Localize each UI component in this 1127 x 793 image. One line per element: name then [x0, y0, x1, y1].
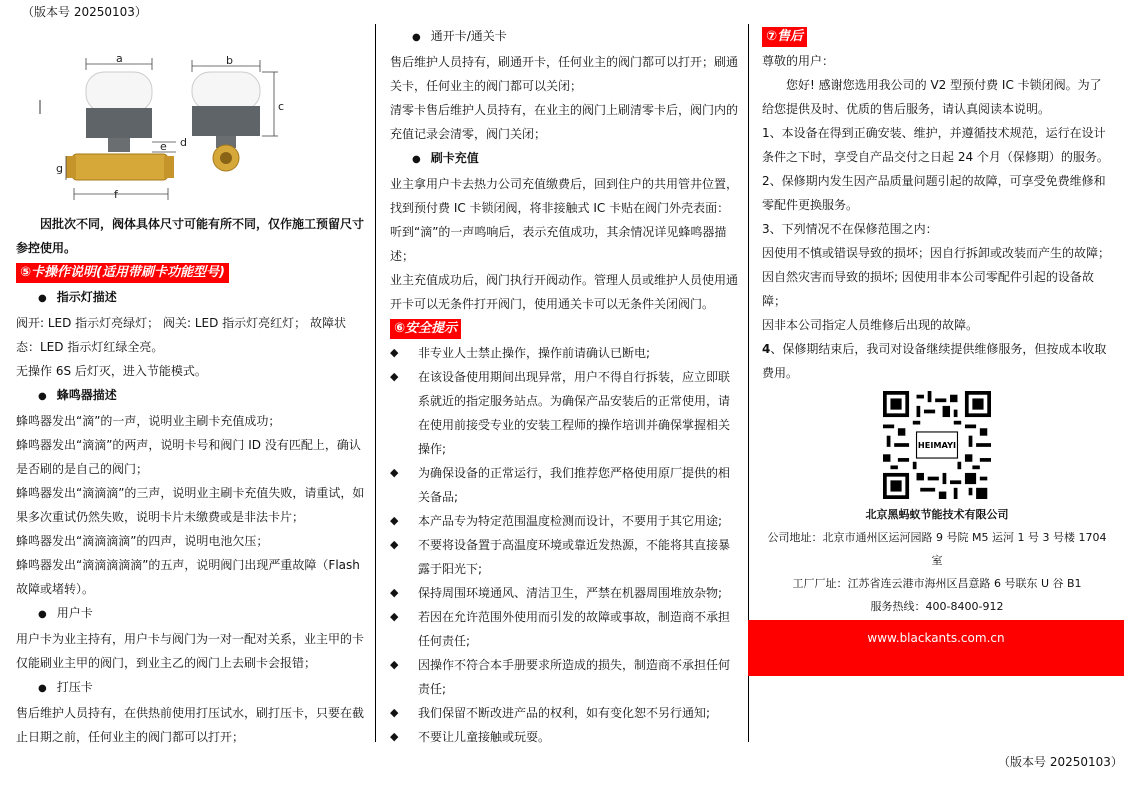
qr-code [883, 391, 991, 499]
recharge-text-1: 业主拿用户卡去热力公司充值缴费后，回到住户的共用管井位置，找到预付费 IC 卡锁闭阀，将非接触式 IC 卡贴在阀门外壳表面：听到“滴”的一声鸣响后，表示充值成功，其余情况详见蜂鸣器描述； [390, 177, 739, 263]
user-card-text: 用户卡为业主持有，用户卡与阀门为一对一配对关系，业主甲的卡仅能刷业主甲的阀门，到业主乙的阀门上去刷卡会报错； [16, 632, 365, 670]
warranty-item-4: 4、保修期结束后，我司对设备继续提供维修服务，但按成本收取费用。 [762, 342, 1107, 380]
safety-item: ◆ 若因在允许范围外使用而引发的故障或事故，制造商不承担任何责任; [390, 605, 738, 653]
greeting: 尊敬的用户： [762, 54, 835, 68]
service-hotline: 服务热线：400-8400-912 [870, 600, 1004, 613]
column-divider-left [375, 24, 376, 742]
buzzer-line: 蜂鸣器发出“滴滴滴滴”的四声，说明电池欠压； [16, 534, 269, 548]
valve-front-view [66, 58, 176, 200]
buzzer-line: 蜂鸣器发出“滴”的一声，说明业主刷卡充值成功； [16, 414, 281, 428]
pressure-card-text: 售后维护人员持有，在供热前使用打压试水，刷打压卡，只要在截止日期之前，任何业主的阀门都可以打开； [16, 706, 365, 744]
bullet-dot: ● [38, 609, 47, 620]
version-label-top: （版本号 20250103） [22, 5, 147, 19]
warranty-item-1: 1、本设备在得到正确安装、维护，并遵循技术规范，运行在设计条件之下时，享受自产品交付之日起 24 个月（保修期）的服务。 [762, 126, 1109, 164]
open-card-heading: ● 通开卡/通关卡 [390, 24, 738, 50]
bullet-dot: ● [38, 391, 47, 402]
diamond-bullet-icon: ◆ [390, 346, 399, 359]
column-2 [390, 24, 738, 749]
diamond-bullet-icon: ◆ [390, 730, 399, 743]
led-description: 阀开: LED 指示灯亮绿灯； 阀关: LED 指示灯亮红灯； 故障状态：LED 指示灯红绿全亮。 [16, 316, 346, 354]
dim-label-e: e [160, 140, 167, 153]
bullet-dot: ● [412, 154, 421, 165]
diamond-bullet-icon: ◆ [390, 586, 399, 599]
dim-label-g: g [56, 162, 63, 175]
company-address: 公司地址：北京市通州区运河园路 9 号院 M5 运河 1 号 3 号楼 1704 室 [767, 531, 1107, 567]
column-1 [16, 24, 365, 749]
safety-item: ◆ 非专业人士禁止操作，操作前请确认已断电; [390, 341, 738, 365]
bullet-dot: ● [38, 293, 47, 304]
safety-item: ◆ 不要将设备置于高温度环境或靠近发热源，不能将其直接暴露于阳光下; [390, 533, 738, 581]
safety-item: ◆ 本产品专为特定范围温度检测而设计，不要用于其它用途; [390, 509, 738, 533]
safety-item: ◆ 保持周围环境通风、清洁卫生，严禁在机器周围堆放杂物; [390, 581, 738, 605]
diamond-bullet-icon: ◆ [390, 466, 399, 479]
qr-center-logo-text: HEIMAYI [917, 439, 957, 450]
safety-item: ◆ 为确保设备的正常运行，我们推荐您严格使用原厂提供的相关备品; [390, 461, 738, 509]
diamond-bullet-icon: ◆ [390, 370, 399, 383]
safety-list [390, 341, 738, 749]
section-7-title: ⑦售后 [762, 27, 807, 47]
bullet-dot: ● [412, 32, 421, 43]
dim-label-b: b [226, 54, 233, 67]
buzzer-line: 蜂鸣器发出“滴滴滴”的三声，说明业主刷卡充值失败，请重试，如果多次重试仍然失败，说明卡片未缴费或是非法卡片； [16, 486, 365, 524]
dimension-note: 因批次不同，阀体具体尺寸可能有所不同，仅作施工预留尺寸参控使用。 [16, 217, 365, 255]
dim-label-f: f [114, 188, 118, 201]
buzzer-line: 蜂鸣器发出“滴滴滴滴滴”的五声，说明阀门出现严重故障（Flash 故障或堵转）。 [16, 558, 360, 596]
diamond-bullet-icon: ◆ [390, 538, 399, 551]
safety-item: ◆ 不要让儿童接触或玩耍。 [390, 725, 738, 749]
valve-side-view [192, 60, 278, 171]
exclusion-line: 因使用不慎或错误导致的损坏；因自行拆卸或改装而产生的故障； [762, 246, 1111, 260]
company-name: 北京黑蚂蚁节能技术有限公司 [865, 508, 1009, 521]
website-banner [748, 620, 1124, 676]
warranty-item-2: 2、保修期内发生因产品质量问题引起的故障，可享受免费维修和零配件更换服务。 [762, 174, 1106, 212]
safety-item: ◆ 在该设备使用期间出现异常，用户不得自行拆装，应立即联系就近的指定服务站点。为确保产品安装后的正常使用，请在使用前接受专业的安装工程师的操作培训并确保掌握相关操作; [390, 365, 738, 461]
led-heading: ● 指示灯描述 [16, 285, 365, 311]
exclusion-line: 因自然灾害而导致的损坏; 因使用非本公司零配件引起的设备故障； [762, 270, 1094, 308]
diamond-bullet-icon: ◆ [390, 706, 399, 719]
section-5-title: ⑤卡操作说明(适用带刷卡功能型号) [16, 263, 229, 283]
factory-address: 工厂厂址：江苏省连云港市海州区昌意路 6 号联东 U 谷 B1 [792, 577, 1082, 590]
column-3 [762, 24, 1112, 618]
open-card-text: 售后维护人员持有，刷通开卡，任何业主的阀门都可以打开；刷通关卡，任何业主的阀门都可以关闭； [390, 55, 739, 93]
warranty-item-3: 3、下列情况不在保修范围之内： [762, 222, 938, 236]
recharge-text-2: 业主充值成功后，阀门执行开阀动作。管理人员或维护人员使用通开卡可以无条件打开阀门，使用通关卡可以无条件关闭阀门。 [390, 273, 739, 311]
led-sleep-note: 无操作 6S 后灯灭，进入节能模式。 [16, 364, 207, 378]
bullet-dot: ● [38, 683, 47, 694]
dim-label-d: d [180, 136, 187, 149]
buzzer-line: 蜂鸣器发出“滴滴”的两声，说明卡号和阀门 ID 没有匹配上，确认是否刷的是自己的阀门； [16, 438, 361, 476]
website-link[interactable]: www.blackants.com.cn [867, 631, 1005, 645]
version-label-bottom: （版本号 20250103） [998, 755, 1123, 769]
recharge-heading: ● 刷卡充值 [390, 146, 738, 172]
buzzer-heading: ● 蜂鸣器描述 [16, 383, 365, 409]
pressure-card-heading: ● 打压卡 [16, 675, 365, 701]
valve-dimension-figure [16, 24, 365, 212]
after-sales-intro: 您好! 感谢您选用我公司的 V2 型预付费 IC 卡锁闭阀。为了给您提供及时、优质的售后服务，请认真阅读本说明。 [762, 78, 1102, 116]
section-6-title: ⑥安全提示 [390, 319, 461, 339]
dim-label-a: a [116, 52, 123, 65]
diamond-bullet-icon: ◆ [390, 658, 399, 671]
valve-drawing [16, 24, 365, 212]
exclusion-line: 因非本公司指定人员维修后出现的故障。 [762, 318, 979, 332]
diamond-bullet-icon: ◆ [390, 514, 399, 527]
safety-item: ◆ 我们保留不断改进产品的权利，如有变化恕不另行通知; [390, 701, 738, 725]
diamond-bullet-icon: ◆ [390, 610, 399, 623]
user-card-heading: ● 用户卡 [16, 601, 365, 627]
clear-card-text: 清零卡售后维护人员持有，在业主的阀门上刷清零卡后，阀门内的充值记录会清零，阀门关闭； [390, 103, 739, 141]
dim-label-c: c [278, 100, 285, 113]
safety-item: ◆ 因操作不符合本手册要求所造成的损失，制造商不承担任何责任; [390, 653, 738, 701]
